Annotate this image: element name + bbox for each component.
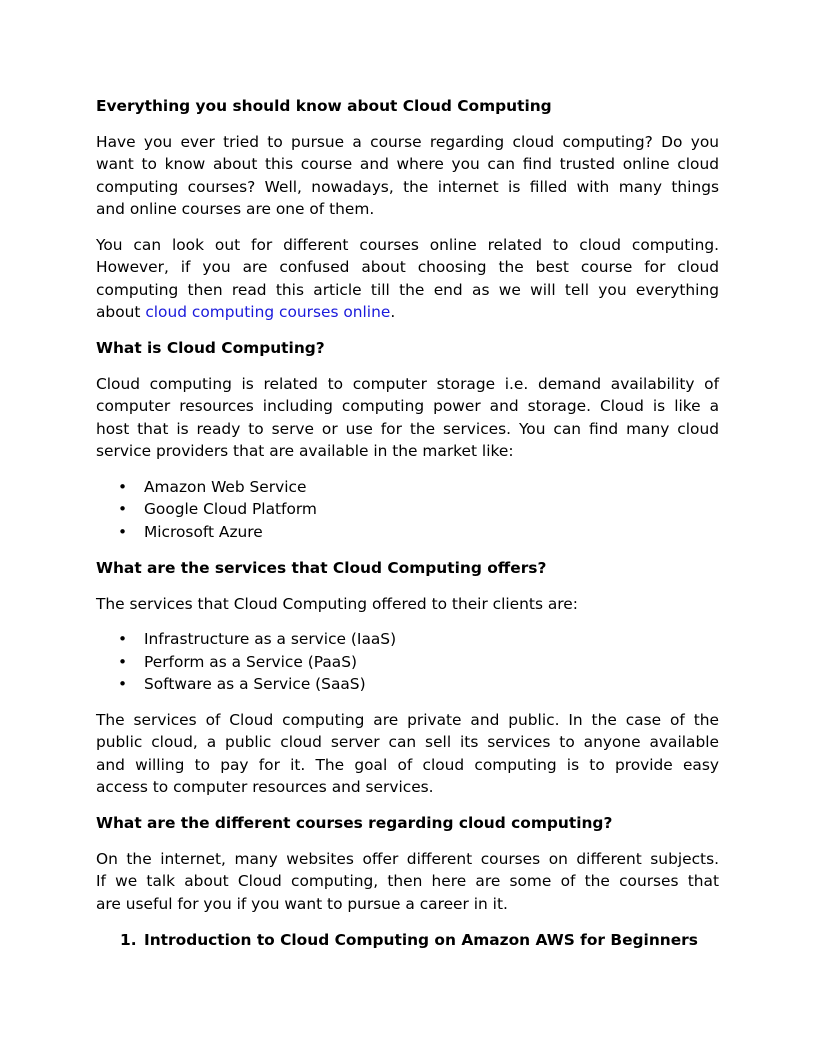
paragraph bbox=[96, 373, 719, 463]
paragraph bbox=[96, 709, 719, 799]
text-segment: about bbox=[96, 303, 146, 322]
text-line: and willing to pay for it. The goal of cloud computing is to provide easy bbox=[96, 755, 719, 774]
section-heading bbox=[96, 812, 719, 834]
bullet-icon: • bbox=[118, 522, 128, 541]
bullet-list bbox=[96, 476, 719, 543]
list-item bbox=[96, 673, 719, 695]
cloud-computing-courses-link[interactable]: cloud computing courses online bbox=[145, 303, 391, 322]
numbered-list-item bbox=[96, 929, 719, 951]
text-line: computer resources including computing power and storage. Cloud is like a bbox=[96, 397, 719, 416]
text-line: What are the services that Cloud Computing offers? bbox=[96, 558, 547, 577]
text-line: computing then read this article till the end as we will tell you everything bbox=[96, 280, 719, 299]
paragraph bbox=[96, 848, 719, 915]
list-item bbox=[96, 628, 719, 650]
document-page bbox=[96, 95, 719, 965]
bullet-list bbox=[96, 628, 719, 695]
text-line: access to computer resources and services. bbox=[96, 778, 434, 797]
list-item-text: Amazon Web Service bbox=[144, 477, 307, 496]
text-line: Everything you should know about Cloud Computing bbox=[96, 97, 552, 115]
list-item-text: Introduction to Cloud Computing on Amazon AWS for Beginners bbox=[144, 930, 698, 949]
text-line bbox=[96, 301, 719, 323]
bullet-icon: • bbox=[118, 477, 128, 496]
section-heading bbox=[96, 337, 719, 359]
list-item bbox=[96, 476, 719, 498]
text-line: computing courses? Well, nowadays, the internet is filled with many things bbox=[96, 177, 719, 196]
text-line: are useful for you if you want to pursue a career in it. bbox=[96, 894, 508, 913]
section-heading bbox=[96, 95, 719, 117]
text-line: want to know about this course and where you can find trusted online cloud bbox=[96, 155, 719, 174]
bullet-icon: • bbox=[118, 500, 128, 519]
list-item-text: Software as a Service (SaaS) bbox=[144, 675, 366, 694]
bullet-icon: • bbox=[118, 675, 128, 694]
list-item bbox=[96, 651, 719, 673]
text-line: However, if you are confused about choosing the best course for cloud bbox=[96, 258, 719, 277]
text-line: What is Cloud Computing? bbox=[96, 339, 325, 358]
bullet-icon: • bbox=[118, 652, 128, 671]
text-line: The services of Cloud computing are private and public. In the case of the bbox=[96, 711, 719, 730]
text-line: What are the different courses regarding cloud computing? bbox=[96, 814, 613, 833]
paragraph bbox=[96, 593, 719, 615]
list-item-text: Perform as a Service (PaaS) bbox=[144, 652, 357, 671]
list-item-text: Google Cloud Platform bbox=[144, 500, 317, 519]
text-line: If we talk about Cloud computing, then here are some of the courses that bbox=[96, 872, 719, 891]
text-line: On the internet, many websites offer different courses on different subjects. bbox=[96, 850, 719, 869]
paragraph bbox=[96, 131, 719, 221]
text-line: Have you ever tried to pursue a course regarding cloud computing? Do you bbox=[96, 132, 719, 151]
text-line: The services that Cloud Computing offered to their clients are: bbox=[96, 594, 578, 613]
text-line: public cloud, a public cloud server can sell its services to anyone available bbox=[96, 733, 719, 752]
bullet-icon: • bbox=[118, 630, 128, 649]
numbered-list bbox=[96, 929, 719, 951]
text-line: host that is ready to serve or use for the services. You can find many cloud bbox=[96, 419, 719, 438]
section-heading bbox=[96, 557, 719, 579]
list-item-text: Infrastructure as a service (IaaS) bbox=[144, 630, 397, 649]
list-item-text: Microsoft Azure bbox=[144, 522, 263, 541]
text-segment: . bbox=[390, 303, 396, 322]
list-number: 1. bbox=[120, 930, 137, 949]
text-line: You can look out for different courses online related to cloud computing. bbox=[96, 235, 719, 254]
text-line: service providers that are available in the market like: bbox=[96, 442, 514, 461]
list-item bbox=[96, 521, 719, 543]
text-line: Cloud computing is related to computer storage i.e. demand availability of bbox=[96, 374, 719, 393]
paragraph bbox=[96, 234, 719, 324]
list-item bbox=[96, 498, 719, 520]
text-line: and online courses are one of them. bbox=[96, 200, 375, 219]
